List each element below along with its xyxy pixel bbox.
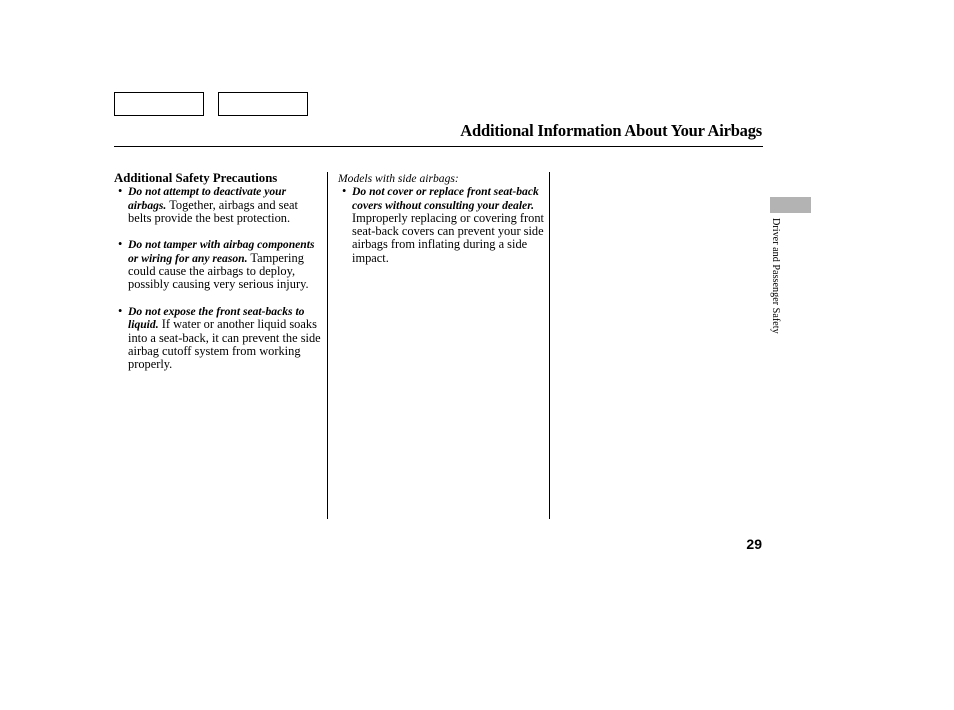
title-divider: [114, 146, 763, 147]
precaution-lead: Do not tamper with airbag components or wiring for any reason.: [128, 238, 315, 265]
precaution-text: Improperly replacing or covering front seat-back covers can prevent your side airbags from inflating during a side impact.: [352, 210, 544, 265]
precaution-lead: Do not cover or replace front seat-back covers without consulting your dealer.: [352, 185, 539, 212]
side-airbag-models-note: Models with side airbags:: [338, 172, 459, 185]
page-number: 29: [746, 536, 762, 552]
precaution-item: [114, 305, 324, 371]
column-divider: [327, 172, 328, 519]
precaution-item: [114, 238, 324, 291]
precaution-item: [114, 185, 324, 225]
bullet-icon: •: [342, 184, 347, 199]
section-title: Additional Information About Your Airbags: [460, 121, 762, 140]
precaution-lead: Do not attempt to deactivate your airbags.: [128, 185, 287, 212]
precaution-text: If water or another liquid soaks into a seat-back, it can prevent the side airbag cutoff system from working properly.: [128, 317, 321, 372]
column-left: [114, 172, 324, 371]
precaution-item: [338, 185, 548, 265]
precaution-lead: Do not expose the front seat-backs to liquid.: [128, 304, 305, 332]
column-middle: [338, 172, 548, 265]
bullet-icon: •: [118, 237, 123, 252]
chapter-label: Driver and Passenger Safety: [770, 218, 781, 334]
nav-main-menu-button[interactable]: [114, 92, 204, 116]
chapter-tab-marker[interactable]: [770, 197, 811, 213]
precaution-text: Tampering could cause the airbags to deploy, possibly causing very serious injury.: [128, 250, 309, 292]
bullet-icon: •: [118, 303, 123, 318]
column-divider: [549, 172, 550, 519]
precautions-heading: Additional Safety Precautions: [114, 171, 278, 185]
nav-index-button[interactable]: [218, 92, 308, 116]
precaution-text: Together, airbags and seat belts provide the best protection.: [128, 197, 298, 225]
bullet-icon: •: [118, 184, 123, 199]
